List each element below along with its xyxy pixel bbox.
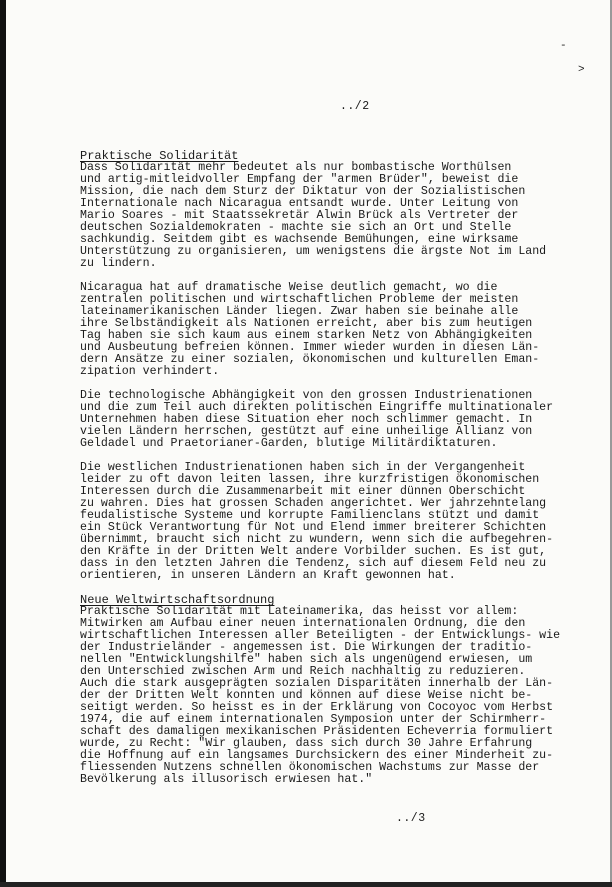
text-line: vielen Ländern herrschen, gestützt auf eine unheilige Allianz von <box>80 425 533 438</box>
paragraph <box>80 282 590 378</box>
corner-mark: > <box>578 64 585 76</box>
text-line: leider zu oft davon leiten lassen, ihre kurzfristigen ökonomischen <box>80 473 540 486</box>
text-line: Bevölkerung als illusorisch erwiesen hat." <box>80 773 373 786</box>
corner-mark: - <box>560 40 567 52</box>
text-line: orientieren, in unseren Ländern an Kraft gewonnen hat. <box>80 569 456 582</box>
text-line: Internationale nach Nicaragua entsandt wurde. Unter Leitung von <box>80 197 519 210</box>
text-line: 1974, die auf einem internationalen Symposion unter der Schirmherr- <box>80 713 547 726</box>
text-line: Geldadel und Praetorianer-Garden, blutige Militärdiktaturen. <box>80 437 498 450</box>
paragraph <box>80 462 590 582</box>
text-line: zu lindern. <box>80 257 157 270</box>
text-line: Mission, die nach dem Sturz der Diktatur von der Sozialistischen <box>80 185 526 198</box>
text-line: wirtschaftlichen Interessen aller Beteiligten - der Entwicklungs- wie <box>80 629 561 642</box>
text-line: Tag haben sie sich kaum aus einem starken Netz von Abhängigkeiten <box>80 329 533 342</box>
text-line: feudalistische Systeme und korrupte Familienclans stützt und damit <box>80 509 540 522</box>
text-line: den Unterschied zwischen Arm und Reich nachhaltig zu reduzieren. <box>80 665 526 678</box>
next-page-marker: ../3 <box>396 812 426 825</box>
text-line: zentralen politischen und wirtschaftlichen Probleme der meisten <box>80 293 519 306</box>
text-line: den Kräfte in der Dritten Welt andere Vorbilder suchen. Es ist gut, <box>80 545 547 558</box>
text-line: wurde, zu Recht: "Wir glauben, dass sich durch 30 Jahre Erfahrung <box>80 737 533 750</box>
paragraph <box>80 390 590 450</box>
text-line: Die technologische Abhängigkeit von den grossen Industrienationen <box>80 389 533 402</box>
text-line: zipation verhindert. <box>80 365 220 378</box>
text-line: und artig-mitleidvoller Empfang der "armen Brüder", beweist die <box>80 173 519 186</box>
text-line: dern Ansätze zu einer sozialen, ökonomischen und kulturellen Eman- <box>80 353 540 366</box>
document-body <box>80 150 590 786</box>
text-line: Auch die stark ausgeprägten sozialen Disparitäten innerhalb der Län- <box>80 677 554 690</box>
paragraph <box>80 162 590 270</box>
text-line: deutschen Sozialdemokraten - machte sie sich an Ort und Stelle <box>80 221 512 234</box>
text-line: sachkundig. Seitdem gibt es wachsende Bemühungen, eine wirksame <box>80 233 519 246</box>
text-line: übernimmt, braucht sich nicht zu wundern, wenn sich die aufbegehren- <box>80 533 554 546</box>
text-line: schaft des damaligen mexikanischen Präsidenten Echeverria formuliert <box>80 725 554 738</box>
section-heading: Praktische Solidarität <box>80 149 239 163</box>
scan-border-bottom <box>0 882 612 887</box>
text-line: ein Stück Verantwortung für Not und Elend immer breiterer Schichten <box>80 521 547 534</box>
text-line: seitigt werden. So heisst es in der Erklärung von Cocoyoc vom Herbst <box>80 701 554 714</box>
text-line: zu wahren. Dies hat grossen Schaden angerichtet. Wer jahrzehntelang <box>80 497 547 510</box>
section-heading: Neue Weltwirtschaftsordnung <box>80 593 275 607</box>
text-line: Dass Solidarität mehr bedeutet als nur bombastische Worthülsen <box>80 161 512 174</box>
text-line: fliessenden Nutzens schnellen ökonomischen Wachstums zur Masse der <box>80 761 540 774</box>
text-line: und Ausbeutung befreien können. Immer wieder wurden in diesen Län- <box>80 341 540 354</box>
scan-border-left <box>0 0 6 887</box>
text-line: der Industrieländer - angemessen ist. Die Wirkungen der traditio- <box>80 641 533 654</box>
text-line: Die westlichen Industrienationen haben sich in der Vergangenheit <box>80 461 526 474</box>
page-marker: ../2 <box>340 100 370 113</box>
text-line: Mitwirken am Aufbau einer neuen internationalen Ordnung, die den <box>80 617 526 630</box>
text-line: dass in den letzten Jahren die Tendenz, sich auf diesem Feld neu zu <box>80 557 547 570</box>
paragraph <box>80 606 590 786</box>
text-line: Interessen durch die Zusammenarbeit mit einer dünnen Oberschicht <box>80 485 526 498</box>
text-line: lateinamerikanischen Länder liegen. Zwar haben sie beinahe alle <box>80 305 519 318</box>
text-line: Nicaragua hat auf dramatische Weise deutlich gemacht, wo die <box>80 281 498 294</box>
text-line: ihre Selbständigkeit als Nationen erreicht, aber bis zum heutigen <box>80 317 533 330</box>
text-line: und die zum Teil auch direkten politischen Eingriffe multinationaler <box>80 401 554 414</box>
text-line: Praktische Solidarität mit Lateinamerika, das heisst vor allem: <box>80 605 519 618</box>
text-line: der der Dritten Welt konnten und können auf diese Weise nicht be- <box>80 689 533 702</box>
text-line: nellen "Entwicklungshilfe" haben sich als ungenügend erwiesen, um <box>80 653 533 666</box>
text-line: Unternehmen haben diese Situation eher noch schlimmer gemacht. In <box>80 413 533 426</box>
text-line: Unterstützung zu organisieren, um wenigstens die ärgste Not im Land <box>80 245 547 258</box>
text-line: die Hoffnung auf ein langsames Durchsickern des einer Minderheit zu- <box>80 749 554 762</box>
text-line: Mario Soares - mit Staatssekretär Alwin Brück als Vertreter der <box>80 209 519 222</box>
